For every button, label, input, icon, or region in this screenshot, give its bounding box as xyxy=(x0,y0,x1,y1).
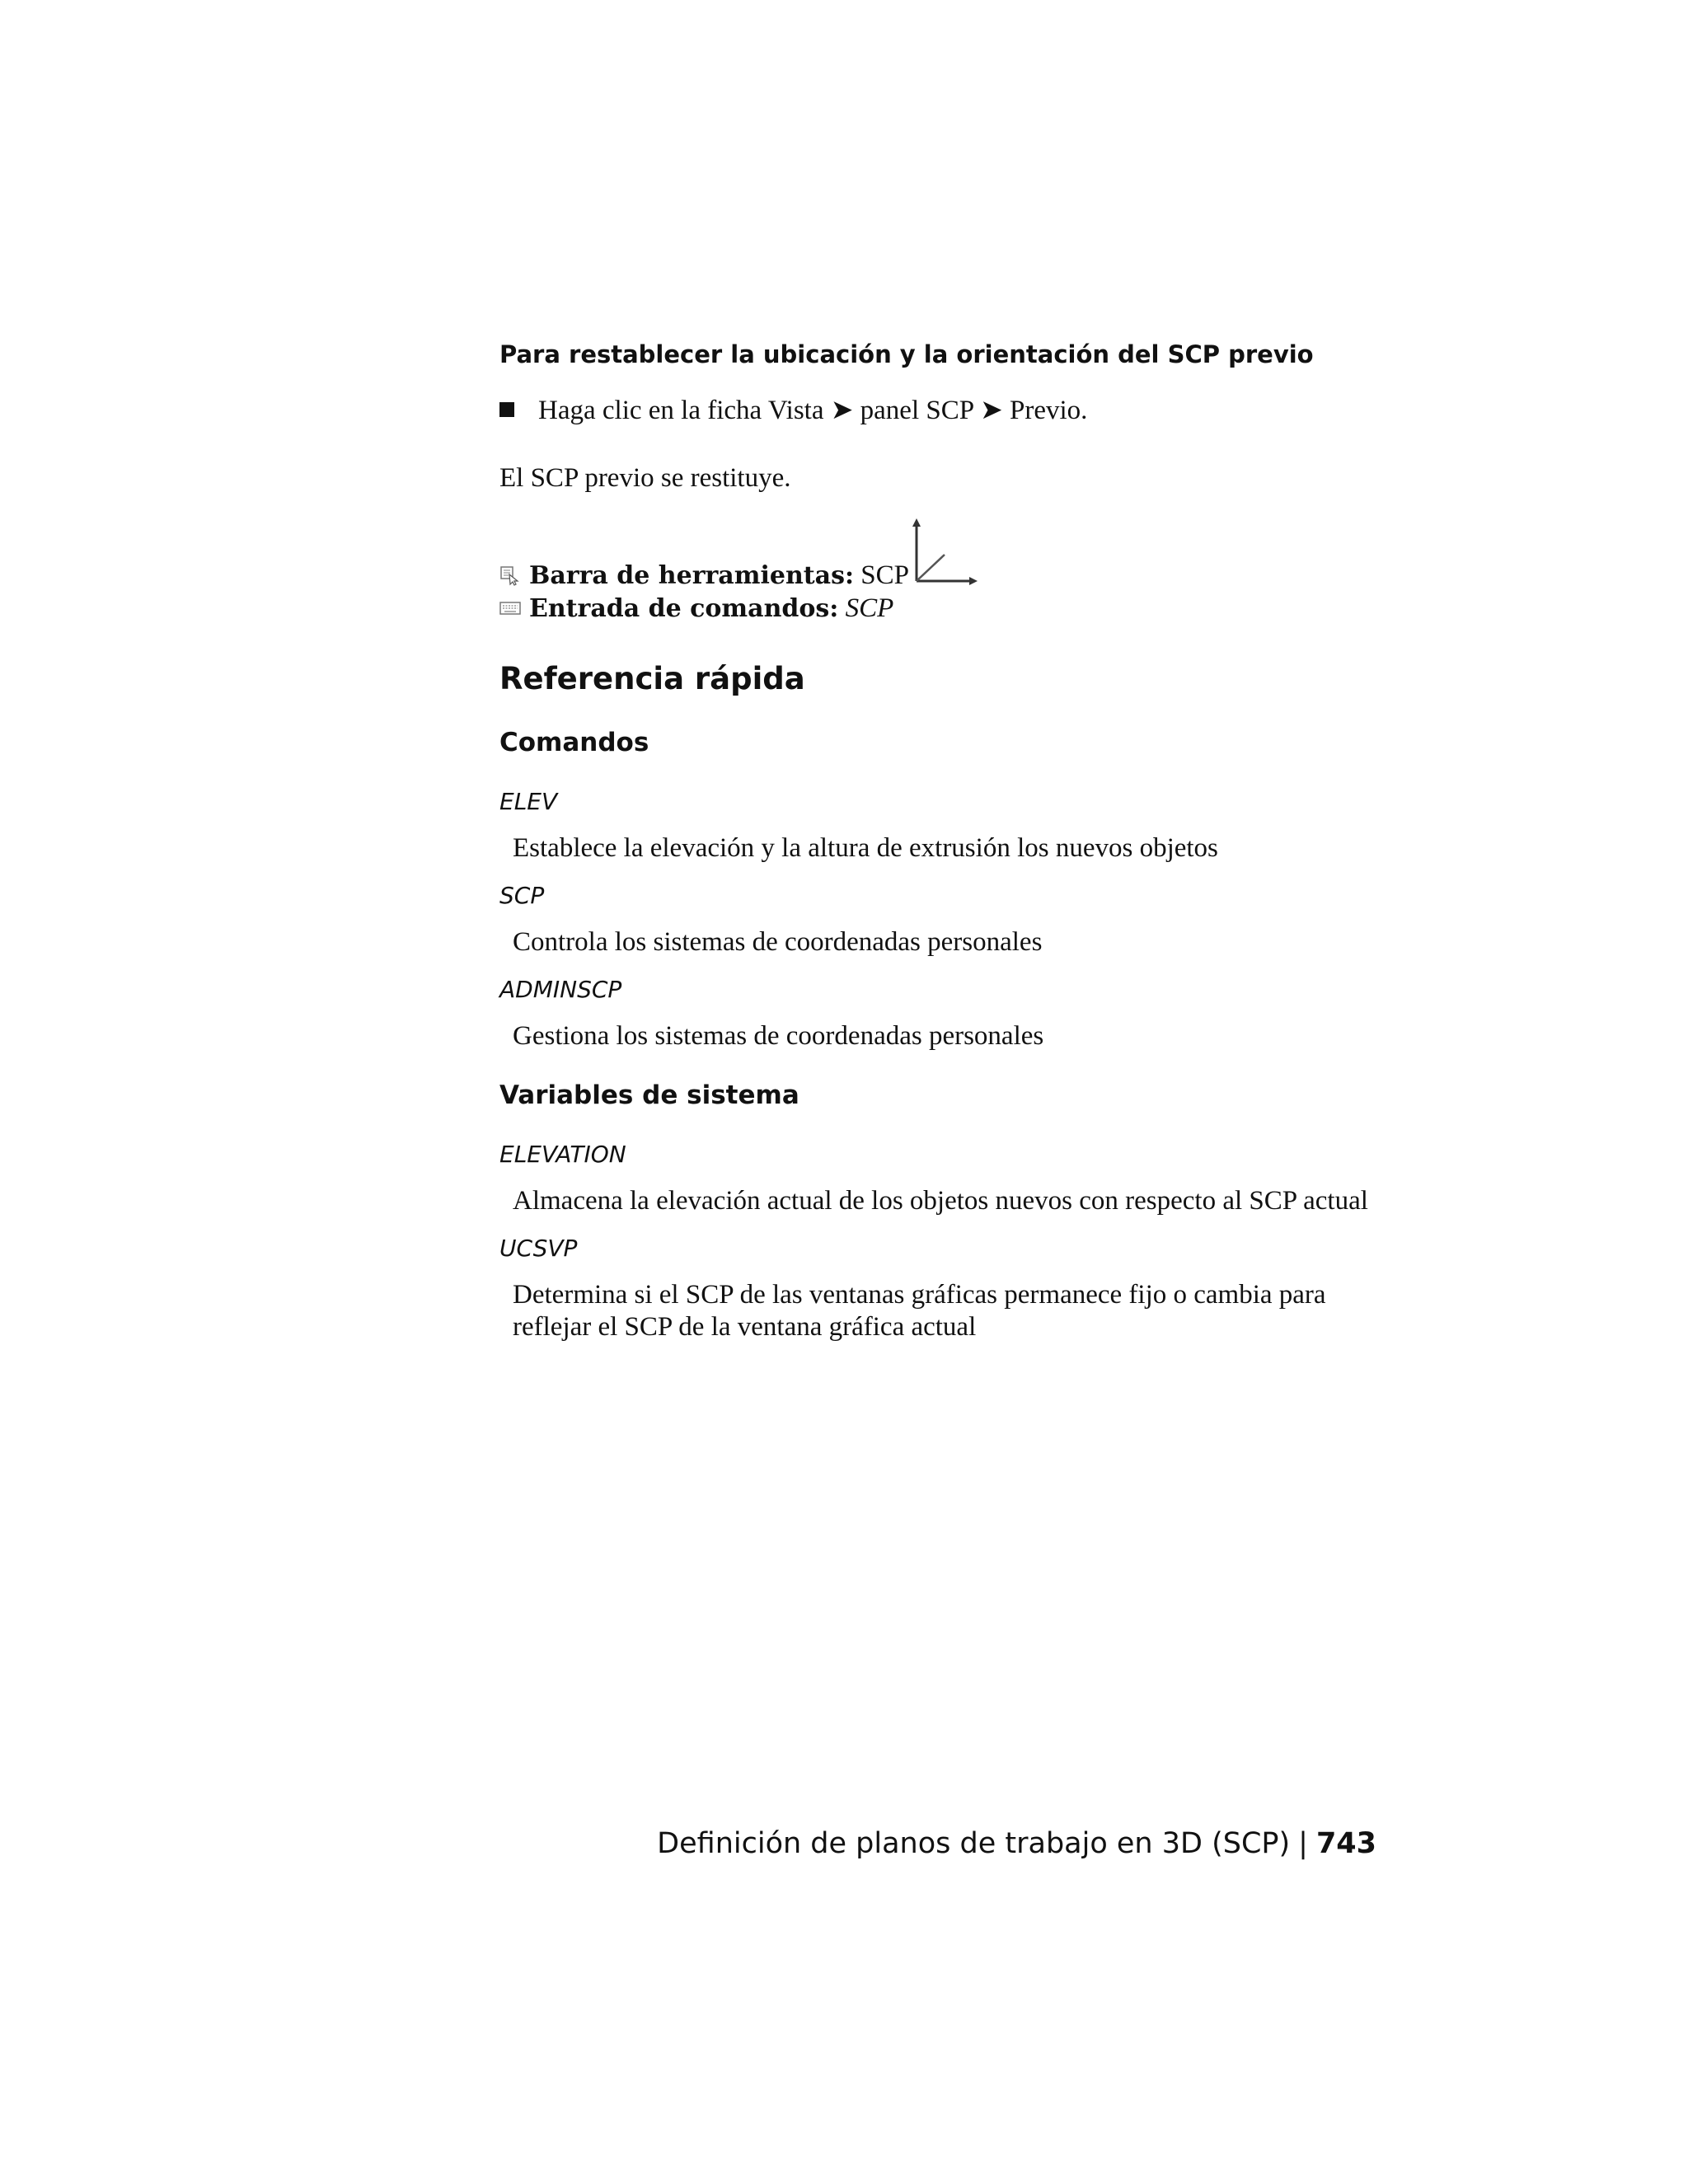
footer-separator: | xyxy=(1298,1827,1308,1860)
footer-chapter-title: Definición de planos de trabajo en 3D (SCP) xyxy=(657,1827,1291,1860)
variable-term: UCSVP xyxy=(499,1235,578,1262)
commands-title: Comandos xyxy=(499,728,649,757)
command-term: ADMINSCP xyxy=(499,976,622,1003)
quick-reference-title: Referencia rápida xyxy=(499,661,805,696)
variable-description: Almacena la elevación actual de los objetos nuevos con respecto al SCP actual xyxy=(513,1186,1368,1216)
procedure-step xyxy=(499,391,1373,429)
command-description: Controla los sistemas de coordenadas personales xyxy=(513,927,1043,957)
page-footer xyxy=(657,1823,1376,1864)
procedure-result: El SCP previo se restituye. xyxy=(499,463,791,493)
command-description: Gestiona los sistemas de coordenadas personales xyxy=(513,1021,1044,1051)
page-number: 743 xyxy=(1315,1827,1376,1860)
variable-term: ELEVATION xyxy=(499,1141,626,1168)
command-value: SCP xyxy=(845,593,894,623)
procedure-step-text: Haga clic en la ficha Vista ➤ panel SCP ➤ Previo. xyxy=(538,396,1088,425)
access-command xyxy=(499,591,893,626)
square-bullet-icon xyxy=(499,402,514,417)
command-description: Establece la elevación y la altura de extrusión los nuevos objetos xyxy=(513,833,1218,863)
access-toolbar xyxy=(499,558,909,593)
system-variables-title: Variables de sistema xyxy=(499,1080,799,1110)
keyboard-icon xyxy=(499,598,521,619)
page-content xyxy=(499,338,1373,1343)
variable-description: Determina si el SCP de las ventanas gráficas permanece fijo o cambia para reflejar el SCP de la ventana gráfica actual xyxy=(513,1280,1326,1342)
ucs-axes-icon xyxy=(910,518,978,589)
access-methods xyxy=(499,510,1373,634)
toolbar-icon xyxy=(499,565,521,586)
toolbar-label: Barra de herramientas: xyxy=(529,561,855,590)
procedure-title: Para restablecer la ubicación y la orientación del SCP previo xyxy=(499,340,1314,368)
command-label: Entrada de comandos: xyxy=(529,594,839,623)
command-term: ELEV xyxy=(499,788,558,815)
toolbar-value: SCP xyxy=(860,560,910,590)
command-term: SCP xyxy=(499,882,545,909)
